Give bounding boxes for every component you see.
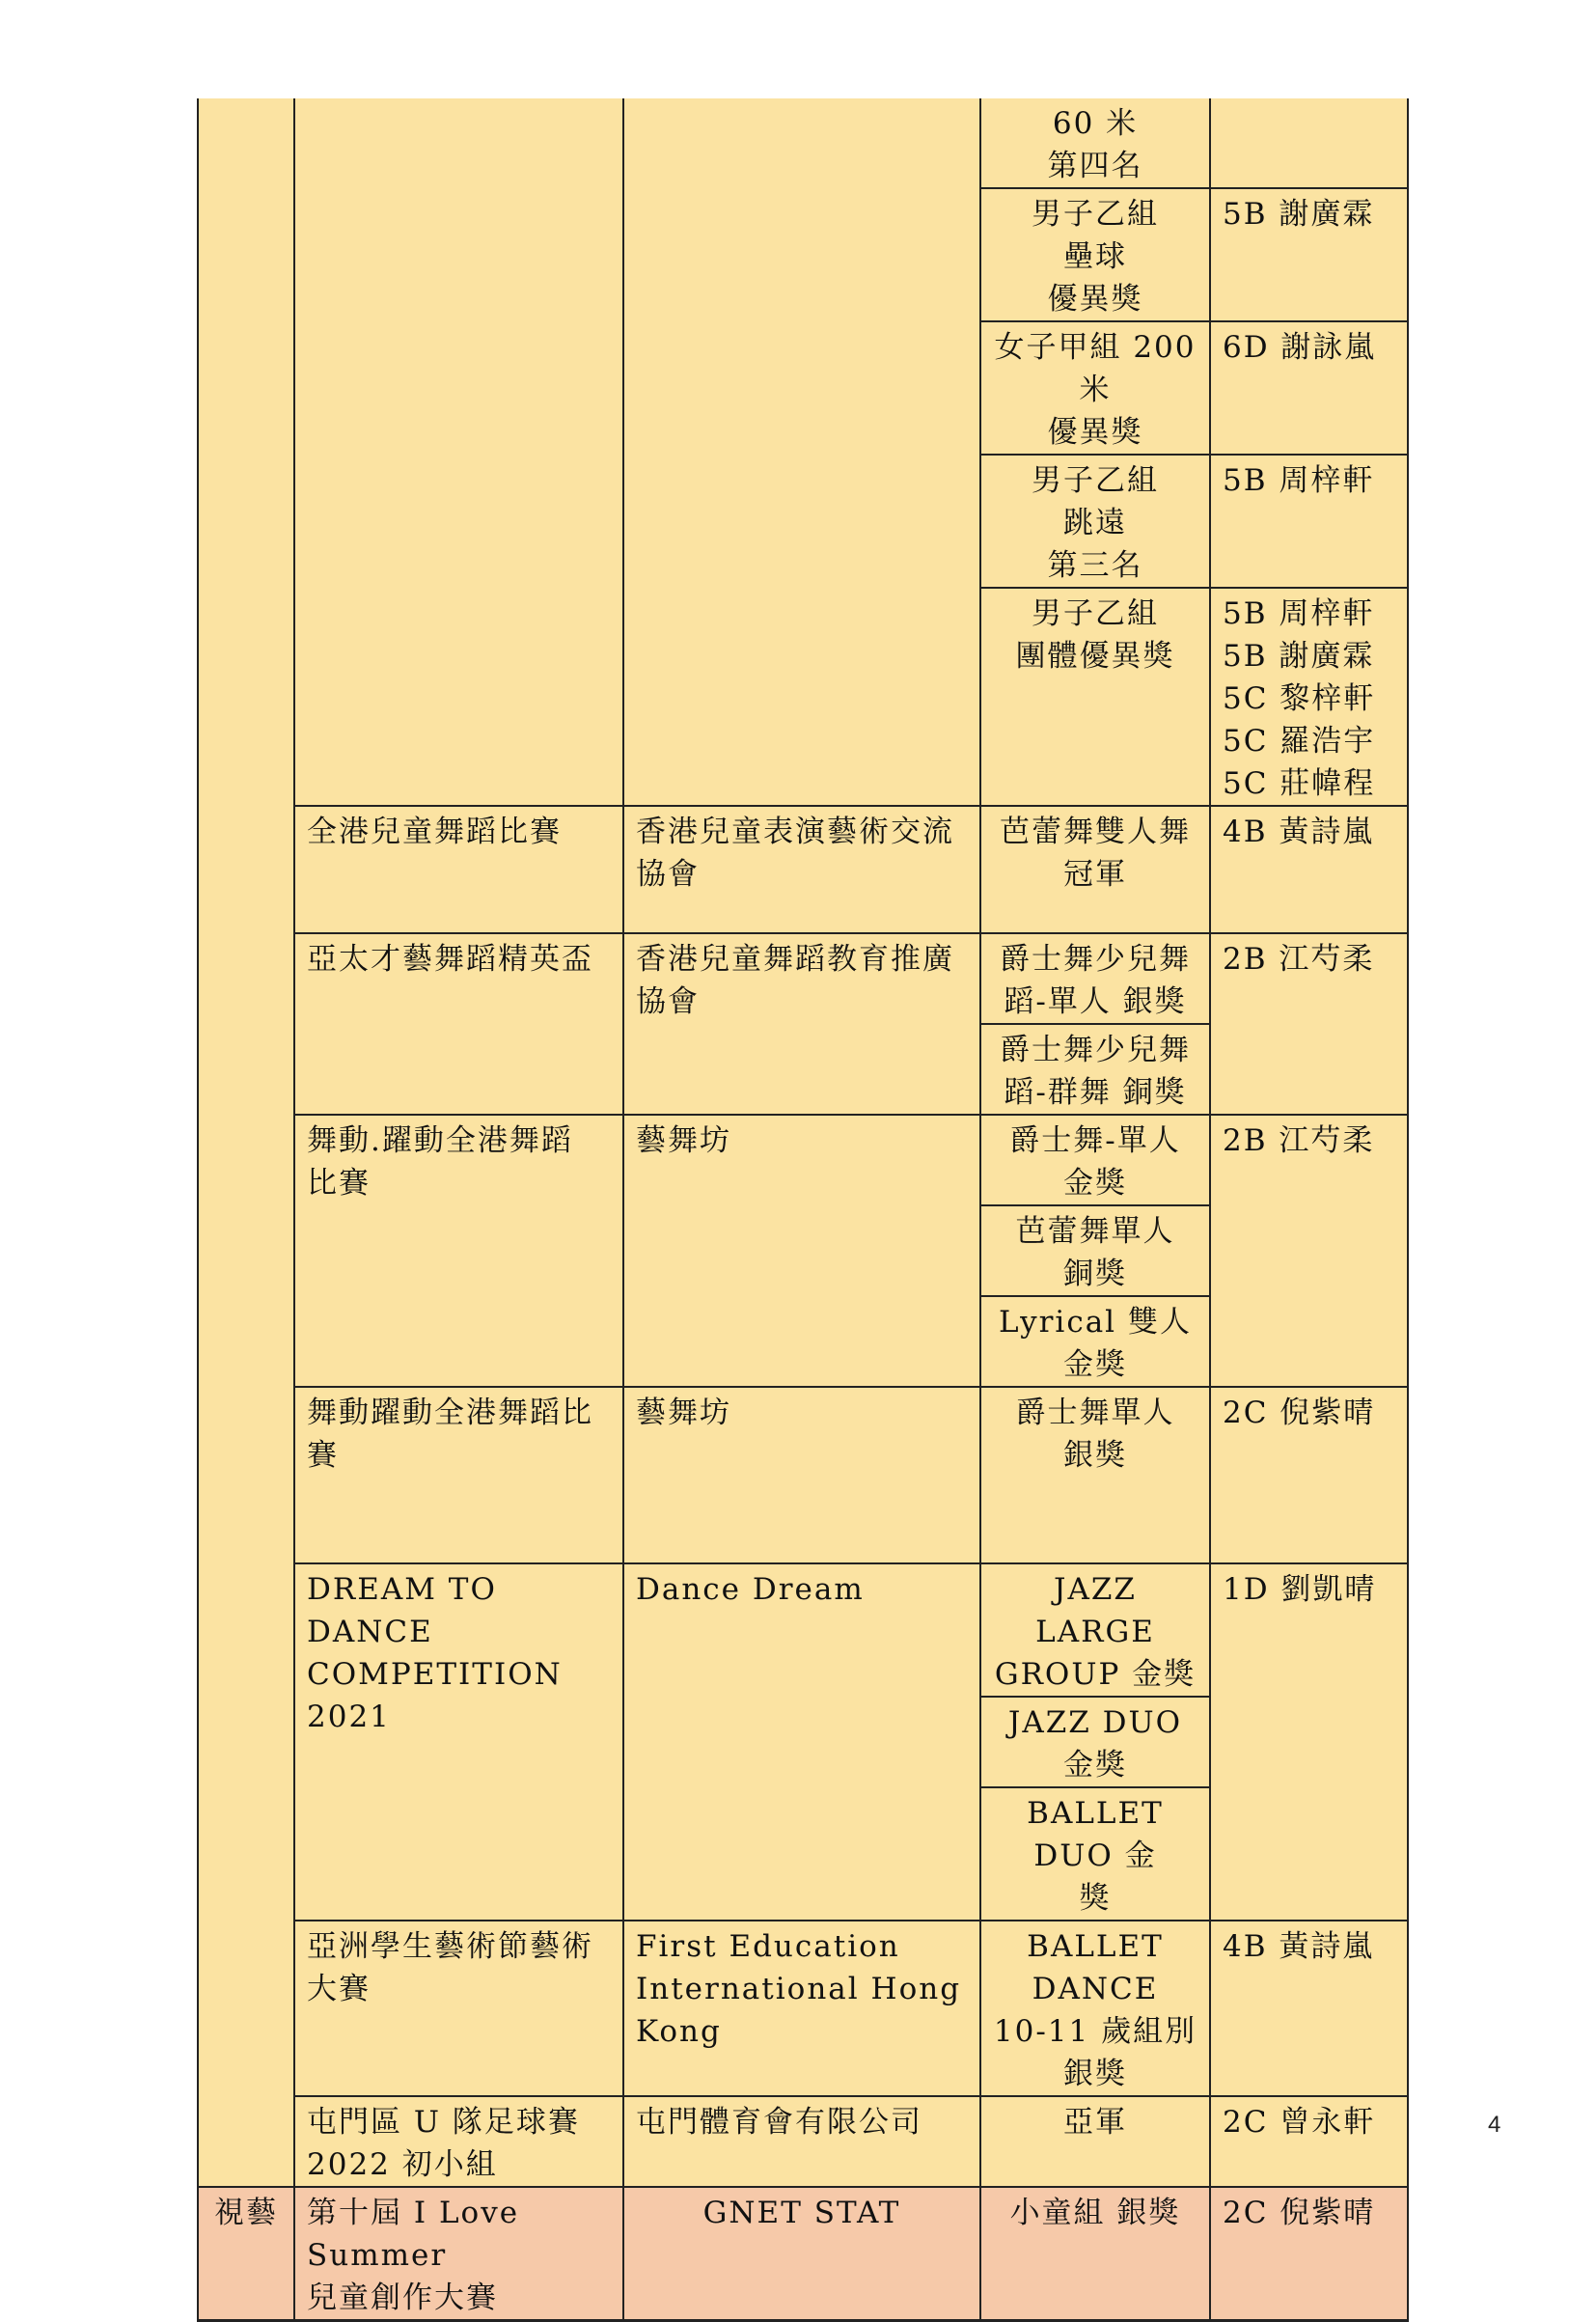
award-cell: 男子乙組 跳遠 第三名 [980,455,1210,588]
award-cell: JAZZ DUO 金獎 [980,1697,1210,1787]
table-row [198,1921,1408,2096]
organizer-cell: 香港兒童表演藝術交流 協會 [623,806,980,933]
competition-cell: 第十屆 I Love Summer 兒童創作大賽 [294,2187,623,2321]
award-cell: 男子乙組 壘球 優異獎 [980,188,1210,321]
award-cell: 亞軍 [980,2096,1210,2187]
organizer-cell: Dance Dream [623,1563,980,1921]
table-row [198,98,1408,188]
student-cell: 5B 周梓軒 5B 謝廣霖 5C 黎梓軒 5C 羅浩宇 5C 莊幃程 [1210,588,1408,806]
student-cell: 1D 劉凱晴 [1210,1563,1408,1921]
award-cell: 男子乙組 團體優異獎 [980,588,1210,806]
competition-cell: 全港兒童舞蹈比賽 [294,806,623,933]
student-cell: 2B 江芍柔 [1210,1115,1408,1387]
award-cell: 爵士舞少兒舞 蹈-單人 銀獎 [980,933,1210,1024]
table-row [198,1387,1408,1563]
student-cell: 4B 黃詩嵐 [1210,1921,1408,2096]
award-cell: Lyrical 雙人 金獎 [980,1296,1210,1387]
organizer-cell: First Education International Hong Kong [623,1921,980,2096]
table-row [198,1115,1408,1205]
table-row [198,2096,1408,2187]
student-cell: 2C 曾永軒 [1210,2096,1408,2187]
award-cell: JAZZ LARGE GROUP 金獎 [980,1563,1210,1697]
organizer-cell: 屯門體育會有限公司 [623,2096,980,2187]
award-cell: 爵士舞少兒舞 蹈-群舞 銅獎 [980,1024,1210,1115]
competition-cell: 舞動躍動全港舞蹈比 賽 [294,1387,623,1563]
table-row [198,933,1408,1024]
student-cell: 4B 黃詩嵐 [1210,806,1408,933]
student-cell: 6D 謝詠嵐 [1210,321,1408,455]
organizer-cell: 香港兒童舞蹈教育推廣 協會 [623,933,980,1115]
student-cell: 2C 倪紫晴 [1210,2187,1408,2321]
student-cell: 2C 倪紫晴 [1210,1387,1408,1563]
category-cell: 視藝 [198,2187,294,2321]
table-row [198,1563,1408,1697]
award-cell: 小童組 銀獎 [980,2187,1210,2321]
award-cell: BALLET DUO 金 獎 [980,1787,1210,1921]
award-cell: 60 米 第四名 [980,98,1210,188]
page-number: 4 [1488,2112,1501,2138]
awards-table [197,98,1409,2322]
organizer-cell: 藝舞坊 [623,1387,980,1563]
student-cell: 5B 周梓軒 [1210,455,1408,588]
competition-cell: 舞動.躍動全港舞蹈 比賽 [294,1115,623,1387]
organizer-cell: GNET STAT [623,2187,980,2321]
award-cell: 爵士舞-單人 金獎 [980,1115,1210,1205]
award-cell: 芭蕾舞雙人舞 冠軍 [980,806,1210,933]
table-row [198,806,1408,933]
award-cell: 爵士舞單人 銀獎 [980,1387,1210,1563]
competition-cell: 亞洲學生藝術節藝術 大賽 [294,1921,623,2096]
student-cell [1210,98,1408,188]
competition-cell: 屯門區 U 隊足球賽 2022 初小組 [294,2096,623,2187]
organizer-cell [623,98,980,806]
student-cell: 5B 謝廣霖 [1210,188,1408,321]
award-cell: 女子甲組 200 米 優異獎 [980,321,1210,455]
student-cell: 2B 江芍柔 [1210,933,1408,1115]
award-cell: 芭蕾舞單人 銅獎 [980,1205,1210,1296]
category-cell [198,98,294,2187]
award-cell: BALLET DANCE 10-11 歲組別 銀獎 [980,1921,1210,2096]
competition-cell: DREAM TO DANCE COMPETITION 2021 [294,1563,623,1921]
organizer-cell: 藝舞坊 [623,1115,980,1387]
table-row [198,2187,1408,2321]
competition-cell: 亞太才藝舞蹈精英盃 [294,933,623,1115]
competition-cell [294,98,623,806]
